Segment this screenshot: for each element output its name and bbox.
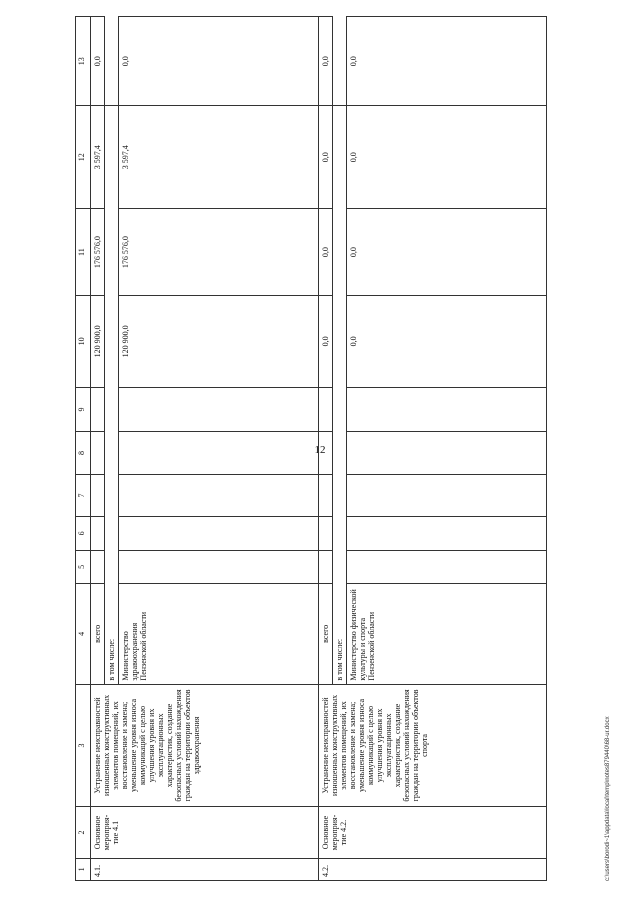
row-description: Устранение неисправностей изношенных конструктивных элементов помещений, их восстановление и замена; уменьшение уровня износа коммуникаций с целью улучшения уровня их эксплуатационных характеристик, создание безопасных условий нахождения граждан на территории объектов здравоохранения bbox=[91, 684, 319, 807]
col-header: 7 bbox=[76, 474, 91, 516]
row-type: Основное мероприя-тие 4.1 bbox=[91, 807, 319, 858]
executor: Министерство физической культуры и спорта Пензенской области bbox=[347, 584, 547, 684]
row-number: 4.2. bbox=[319, 858, 547, 880]
program-table bbox=[75, 16, 547, 881]
table-row bbox=[319, 17, 333, 881]
col-header: 8 bbox=[76, 432, 91, 474]
total-col10: 0,0 bbox=[319, 296, 333, 388]
rotated-table-page bbox=[75, 16, 611, 881]
col-header: 11 bbox=[76, 209, 91, 296]
total-col12: 3 597,4 bbox=[91, 106, 105, 209]
col-header: 13 bbox=[76, 17, 91, 106]
col-header: 1 bbox=[76, 858, 91, 880]
incl-label: в том числе: bbox=[105, 106, 119, 684]
col-header: 6 bbox=[76, 517, 91, 550]
exec-col11: 176 576,0 bbox=[119, 209, 319, 296]
exec-col12: 3 597,4 bbox=[119, 106, 319, 209]
page-number: 12 bbox=[314, 444, 326, 456]
total-col10: 120 900,0 bbox=[91, 296, 105, 388]
footer-file-path: c:\users\borodi~1\appdata\local\temp\notes879440\68-ur.docx bbox=[605, 716, 611, 881]
col-header: 12 bbox=[76, 106, 91, 209]
col-header: 9 bbox=[76, 387, 91, 432]
row-type: Основное мероприя-тие 4.2. bbox=[319, 807, 547, 858]
exec-col10: 120 900,0 bbox=[119, 296, 319, 388]
col-header: 10 bbox=[76, 296, 91, 388]
total-col11: 176 576,0 bbox=[91, 209, 105, 296]
exec-col13: 0,0 bbox=[119, 17, 319, 106]
row-description: Устранение неисправностей изношенных конструктивных элементов помещений, их восстановление и замена; уменьшение уровня износа коммуникаций с целью улучшения уровня их эксплуатационных характеристик, создание безопасных условий нахождения граждан на территории объектов спорта bbox=[319, 684, 547, 807]
row-number: 4.1. bbox=[91, 858, 319, 880]
exec-col12: 0,0 bbox=[347, 106, 547, 209]
table-row bbox=[91, 17, 105, 881]
exec-col11: 0,0 bbox=[347, 209, 547, 296]
col-header: 5 bbox=[76, 550, 91, 583]
total-label: всего bbox=[91, 584, 105, 684]
total-col13: 0,0 bbox=[319, 17, 333, 106]
total-col12: 0,0 bbox=[319, 106, 333, 209]
col-header: 2 bbox=[76, 807, 91, 858]
exec-col10: 0,0 bbox=[347, 296, 547, 388]
exec-col13: 0,0 bbox=[347, 17, 547, 106]
total-col13: 0,0 bbox=[91, 17, 105, 106]
col-header: 3 bbox=[76, 684, 91, 807]
incl-label: в том числе: bbox=[333, 106, 347, 684]
executor: Министерство здравоохранения Пензенской области bbox=[119, 584, 319, 684]
total-label: всего bbox=[319, 584, 333, 684]
header-row bbox=[76, 17, 91, 881]
total-col11: 0,0 bbox=[319, 209, 333, 296]
col-header: 4 bbox=[76, 584, 91, 684]
